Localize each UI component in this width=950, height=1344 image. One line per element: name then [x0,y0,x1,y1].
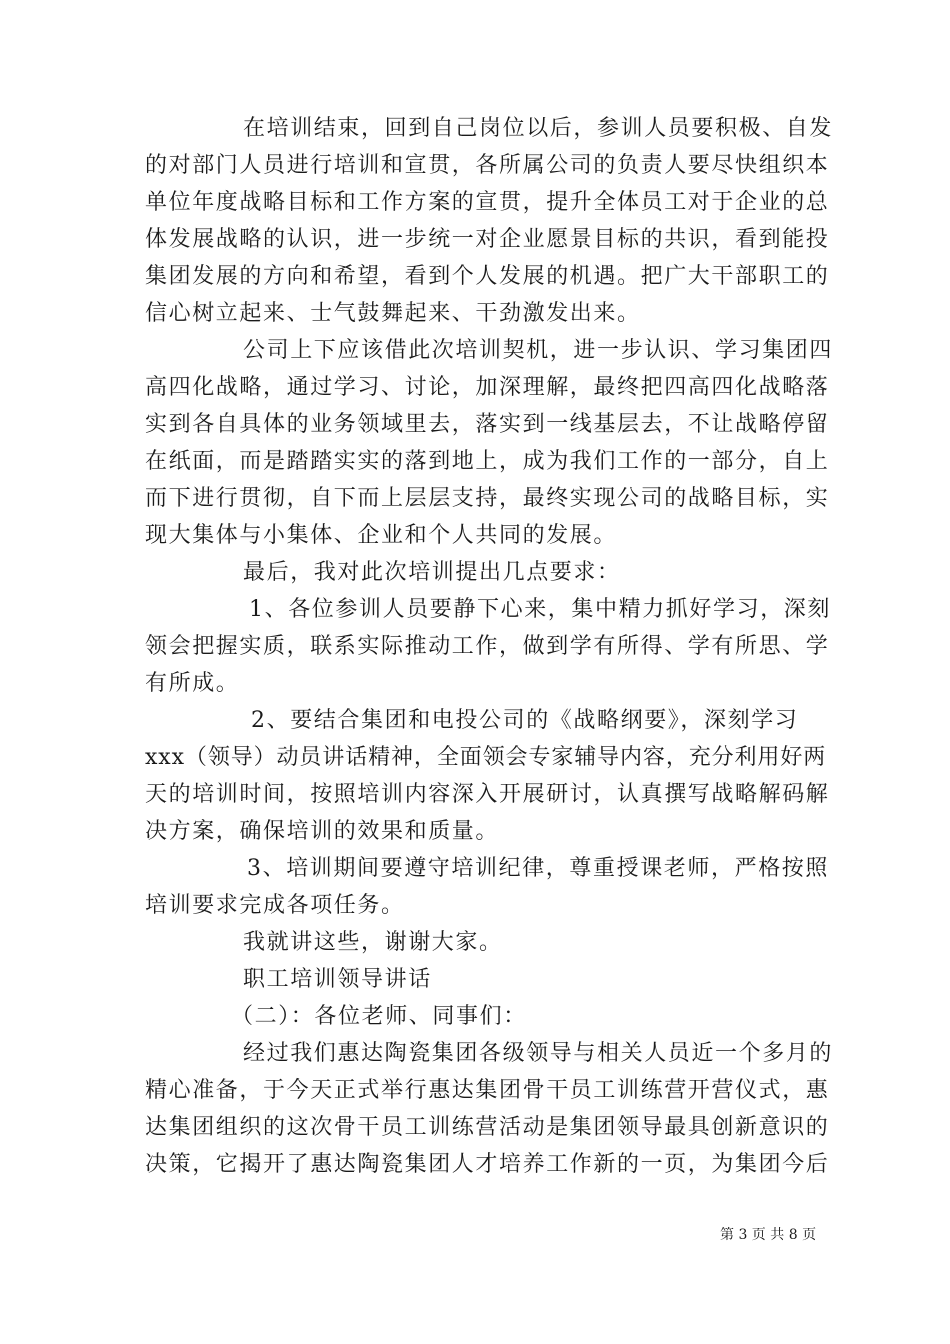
text-line: 体发展战略的认识，进一步统一对企业愿景目标的共识，看到能投 [145,227,830,252]
text-line: 高四化战略，通过学习、讨论，加深理解，最终把四高四化战略落 [145,375,830,400]
text-line: 在培训结束，回到自己岗位以后，参训人员要积极、自发 [243,116,834,141]
text-line: 达集团组织的这次骨干员工训练营活动是集团领导最具创新意识的 [145,1115,830,1140]
text-line: 而下进行贯彻，自下而上层层支持，最终实现公司的战略目标，实 [145,486,830,511]
text-line: 最后，我对此次培训提出几点要求： [243,560,621,585]
text-line: 经过我们惠达陶瓷集团各级领导与相关人员近一个多月的 [243,1041,834,1066]
page-number: 第 3 页 共 8 页 [720,1227,817,1243]
text-line: 信心树立起来、士气鼓舞起来、干劲激发出来。 [145,301,641,326]
text-line: 天的培训时间，按照培训内容深入开展研讨，认真撰写战略解码解 [145,782,830,807]
section-heading: 职工培训领导讲话 [243,967,432,992]
text-line: （二）：各位老师、同事们： [231,1004,527,1029]
text-line: 单位年度战略目标和工作方案的宣贯，提升全体员工对于企业的总 [145,190,830,215]
text-line: 我就讲这些，谢谢大家。 [243,930,503,955]
text-line: 集团发展的方向和希望，看到个人发展的机遇。把广大干部职工的 [145,264,830,289]
text-line: 决策，它揭开了惠达陶瓷集团人才培养工作新的一页，为集团今后 [145,1152,830,1177]
text-line: 培训要求完成各项任务。 [145,893,405,918]
text-line: 实到各自具体的业务领域里去，落实到一线基层去，不让战略停留 [145,412,830,437]
text-line: 精心准备，于今天正式举行惠达集团骨干员工训练营开营仪式，惠 [145,1078,830,1103]
text-line: 3、培训期间要遵守培训纪律，尊重授课老师，严格按照 [247,856,829,881]
text-line: 领会把握实质，联系实际推动工作，做到学有所得、学有所思、学 [145,634,830,659]
text-line: 有所成。 [145,671,240,696]
text-line: 在纸面，而是踏踏实实的落到地上，成为我们工作的一部分，自上 [145,449,830,474]
text-line: 决方案，确保培训的效果和质量。 [145,819,500,844]
text-line: xxx（领导）动员讲话精神，全面领会专家辅导内容，充分利用好两 [145,745,827,770]
text-line: 2、要结合集团和电投公司的《战略纲要》，深刻学习 [251,708,799,733]
text-line: 现大集体与小集体、企业和个人共同的发展。 [145,523,618,548]
text-line: 的对部门人员进行培训和宣贯，各所属公司的负责人要尽快组织本 [145,153,830,178]
text-line: 1、各位参训人员要静下心来，集中精力抓好学习，深刻 [249,597,831,622]
text-line: 公司上下应该借此次培训契机，进一步认识、学习集团四 [243,338,834,363]
